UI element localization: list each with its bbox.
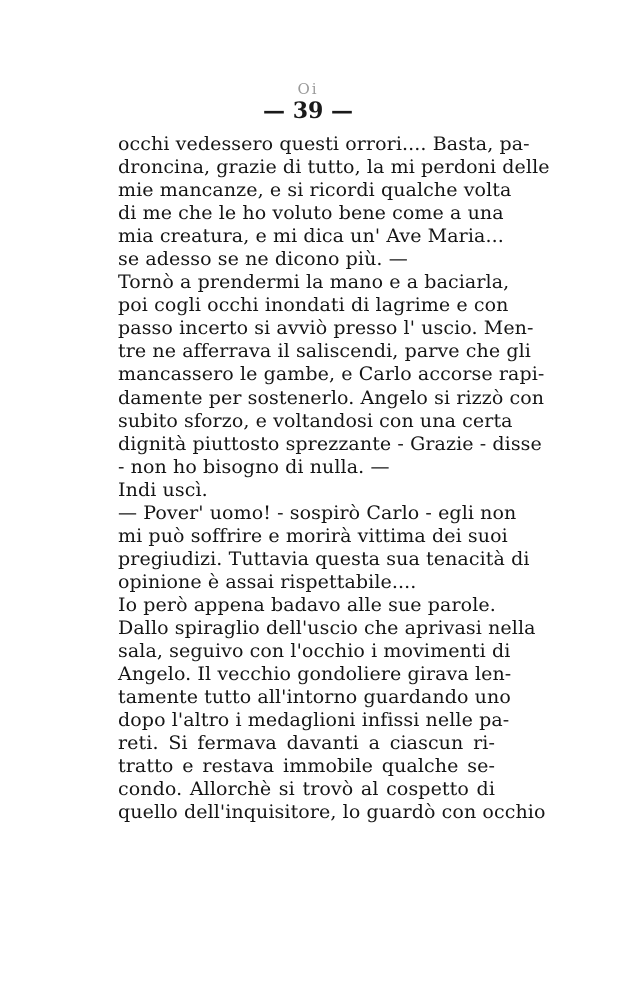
text-line: mia creatura, e mi dica un' Ave Maria...	[118, 225, 504, 248]
body-text	[118, 133, 550, 824]
text-line: tamente tutto all'intorno guardando uno	[118, 686, 511, 709]
text-line: passo incerto si avviò presso l' uscio. Men-	[118, 317, 534, 340]
text-line: tratto e restava immobile qualche se-	[118, 755, 495, 778]
text-line: Indi uscì.	[118, 478, 208, 501]
text-line: mancassero le gambe, e Carlo accorse rapi-	[118, 363, 545, 386]
text-line: tre ne afferrava il saliscendi, parve che gli	[118, 340, 531, 363]
text-line: di me che le ho voluto bene come a una	[118, 202, 504, 225]
text-line: dignità piuttosto sprezzante - Grazie - disse	[118, 432, 542, 455]
text-line: poi cogli occhi inondati di lagrime e con	[118, 294, 509, 317]
page-number: — 39 —	[263, 98, 353, 124]
text-line: — Pover' uomo! - sospirò Carlo - egli non	[118, 501, 517, 524]
text-line: sala, seguivo con l'occhio i movimenti di	[118, 640, 511, 663]
text-line: pregiudizi. Tuttavia questa sua tenacità di	[118, 547, 530, 570]
text-line: condo. Allorchè si trovò al cospetto di	[118, 778, 495, 801]
text-line: Io però appena badavo alle sue parole.	[118, 593, 496, 616]
text-line: se adesso se ne dicono più. —	[118, 248, 408, 271]
text-line: Angelo. Il vecchio gondoliere girava len-	[118, 663, 512, 686]
text-line: Dallo spiraglio dell'uscio che aprivasi nella	[118, 616, 536, 639]
text-line: mi può soffrire e morirà vittima dei suoi	[118, 524, 508, 547]
text-line: mie mancanze, e si ricordi qualche volta	[118, 179, 512, 202]
text-line: reti. Si fermava davanti a ciascun ri-	[118, 732, 495, 755]
faded-stamp: Oi	[297, 80, 319, 98]
text-line: dopo l'altro i medaglioni infissi nelle pa-	[118, 709, 510, 732]
text-line: Tornò a prendermi la mano e a baciarla,	[118, 271, 510, 294]
text-line: subito sforzo, e voltandosi con una certa	[118, 409, 513, 432]
text-line: quello dell'inquisitore, lo guardò con occhio	[118, 801, 546, 824]
text-line: occhi vedessero questi orrori.... Basta, pa-	[118, 133, 530, 155]
text-line: - non ho bisogno di nulla. —	[118, 455, 390, 478]
text-line: damente per sostenerlo. Angelo si rizzò con	[118, 386, 545, 409]
text-line: opinione è assai rispettabile....	[118, 570, 417, 593]
text-line: droncina, grazie di tutto, la mi perdoni delle	[118, 156, 550, 179]
